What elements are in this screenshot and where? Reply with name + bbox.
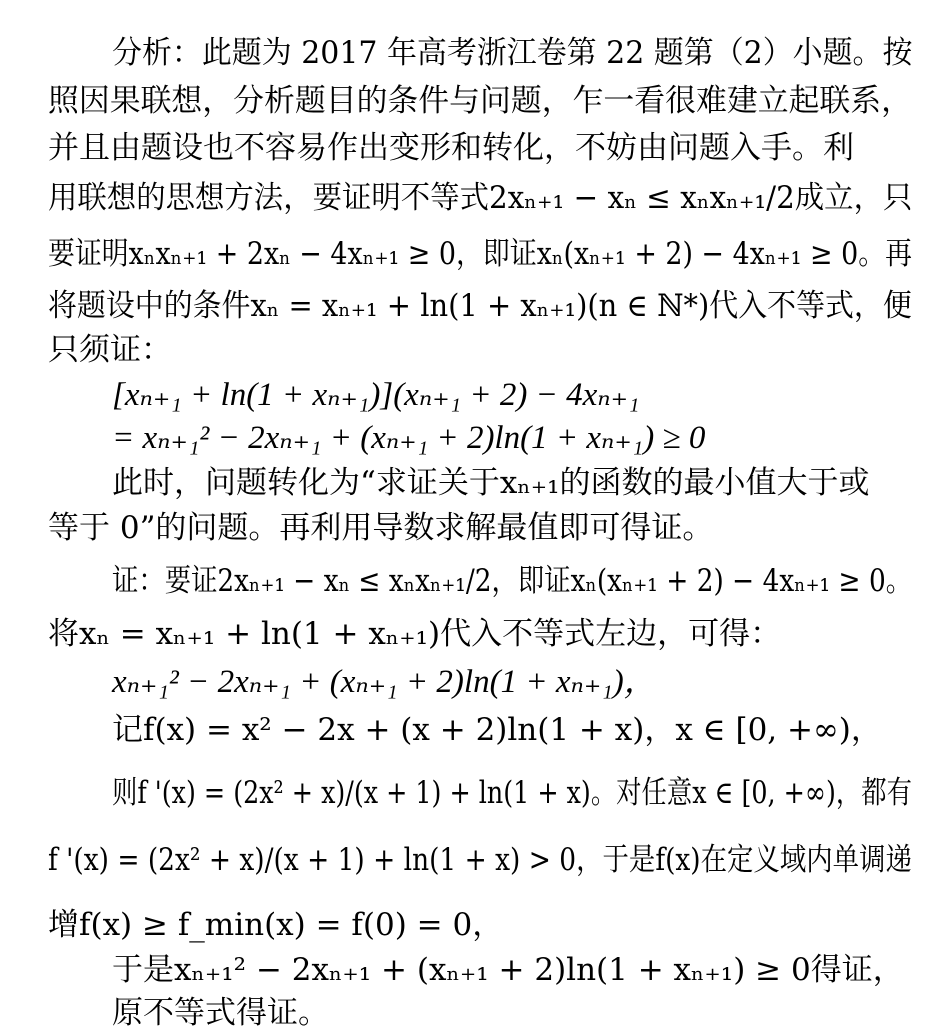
paragraph-line: 将题设中的条件xₙ = xₙ₊₁ + ln(1 + xₙ₊₁)(n ∈ ℕ*)代入不等式，便 [48,288,912,324]
paragraph-line: 并且由题设也不容易作出变形和转化，不妨由问题入手。利 [48,130,854,166]
paragraph-line: 要证明xₙxₙ₊₁ + 2xₙ − 4xₙ₊₁ ≥ 0，即证xₙ(xₙ₊₁ + 2) − 4xₙ₊₁ ≥ 0。再 [48,236,913,272]
paragraph-line: 等于 0”的问题。再利用导数求解最值即可得证。 [48,510,714,546]
formula-line: [xₙ₊₁ + ln(1 + xₙ₊₁)](xₙ₊₁ + 2) − 4xₙ₊₁ [112,377,640,413]
paragraph-line: 此时，问题转化为“求证关于xₙ₊₁的函数的最小值大于或 [112,465,870,501]
paragraph-line: 只须证： [48,332,172,368]
paragraph-line: 用联想的思想方法，要证明不等式2xₙ₊₁ − xₙ ≤ xₙxₙ₊₁/2成立，只 [48,180,913,216]
paragraph-line: 则f '(x) = (2x² + x)/(x + 1) + ln(1 + x)。对任意x ∈ [0, +∞)，都有 [112,775,912,811]
paragraph-line: 原不等式得证。 [112,995,329,1031]
paragraph-line: 照因果联想，分析题目的条件与问题，乍一看很难建立起联系， [48,83,912,119]
paragraph-line: 记f(x) = x² − 2x + (x + 2)ln(1 + x)，x ∈ [0, +∞)， [112,712,882,748]
paragraph-line: f '(x) = (2x² + x)/(x + 1) + ln(1 + x) > 0，于是f(x)在定义域内单调递 [48,842,912,878]
formula-line: = xₙ₊₁² − 2xₙ₊₁ + (xₙ₊₁ + 2)ln(1 + xₙ₊₁) ≥ 0 [112,420,706,456]
paragraph-line: 分析：此题为 2017 年高考浙江卷第 22 题第（2）小题。按 [112,35,913,71]
paragraph-line: 证：要证2xₙ₊₁ − xₙ ≤ xₙxₙ₊₁/2，即证xₙ(xₙ₊₁ + 2) − 4xₙ₊₁ ≥ 0。 [112,563,913,599]
paragraph-line: 增f(x) ≥ f_min(x) = f(0) = 0， [48,907,504,943]
formula-line: xₙ₊₁² − 2xₙ₊₁ + (xₙ₊₁ + 2)ln(1 + xₙ₊₁)， [112,664,657,700]
paragraph-line: 于是xₙ₊₁² − 2xₙ₊₁ + (xₙ₊₁ + 2)ln(1 + xₙ₊₁) ≥ 0得证， [112,952,904,988]
paragraph-line: 将xₙ = xₙ₊₁ + ln(1 + xₙ₊₁)代入不等式左边，可得： [48,616,782,652]
